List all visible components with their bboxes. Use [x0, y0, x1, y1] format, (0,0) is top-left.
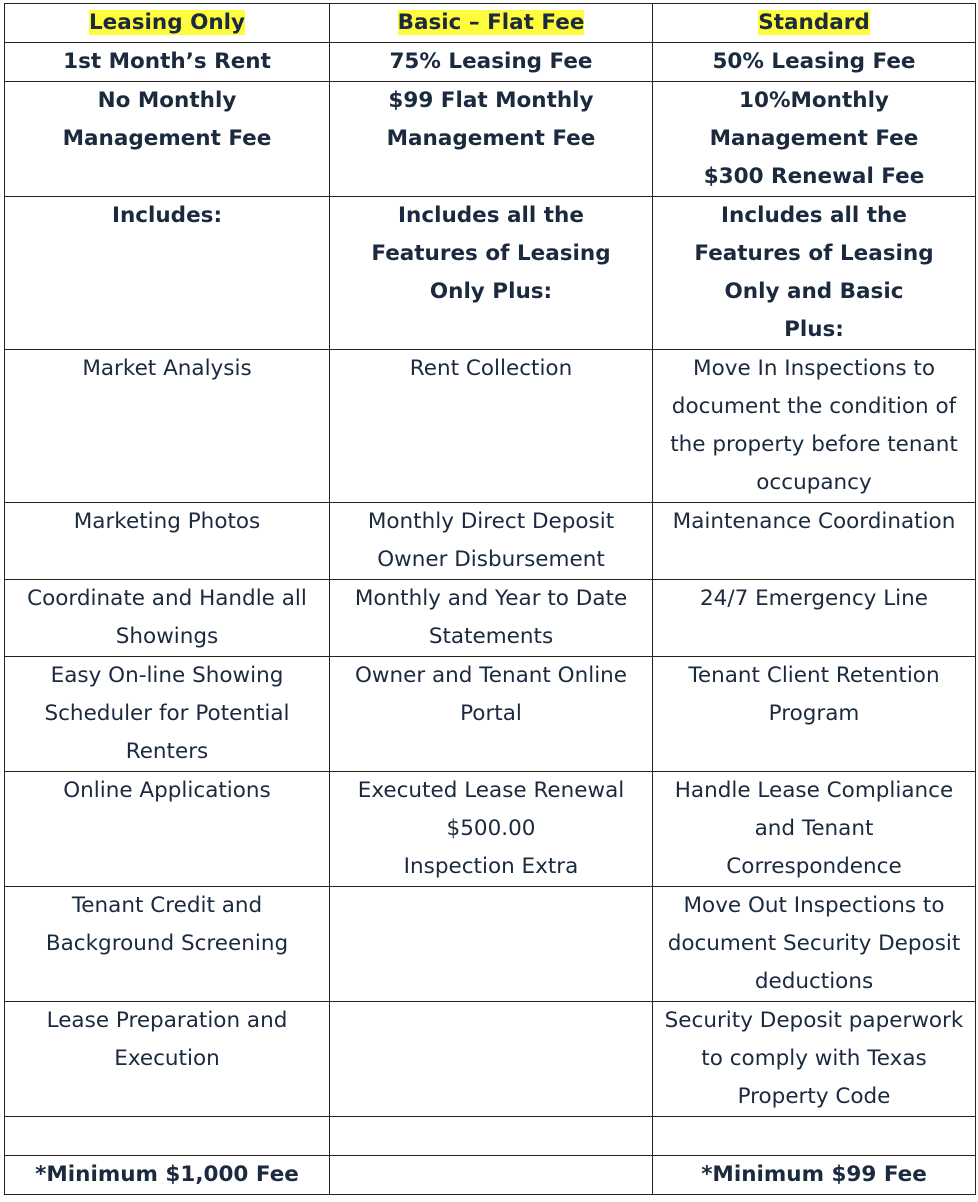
minimum-fee-leasing-only: [5, 1156, 330, 1195]
feature-leasing-only-text: Online Applications: [63, 778, 271, 803]
feature-standard-text: to comply with Texas: [701, 1046, 927, 1071]
feature-standard-text: Maintenance Coordination: [672, 509, 956, 534]
feature-standard-text: Program: [768, 701, 860, 726]
feature-basic-flat-fee-text: Monthly Direct Deposit: [367, 509, 615, 534]
feature-standard-text: and Tenant: [754, 816, 874, 841]
feature-row: [5, 1002, 976, 1117]
feature-standard-text: deductions: [754, 969, 874, 994]
empty-standard: [653, 1117, 976, 1156]
feature-leasing-only: [5, 1002, 330, 1117]
minimum-fee-standard: [653, 1156, 976, 1195]
feature-standard-text: the property before tenant: [670, 432, 958, 457]
feature-leasing-only-text: Background Screening: [45, 931, 289, 956]
feature-leasing-only: [5, 580, 330, 657]
management-fee-leasing-only-text: Management Fee: [62, 126, 272, 151]
leasing-fee-row: [5, 43, 976, 82]
feature-basic-flat-fee: [330, 887, 653, 1002]
feature-basic-flat-fee-text: Statements: [428, 624, 554, 649]
pricing-table: [4, 3, 976, 1195]
feature-leasing-only-text: Showings: [115, 624, 219, 649]
leasing-fee-standard: [653, 43, 976, 82]
feature-leasing-only-text: Marketing Photos: [73, 509, 261, 534]
empty-basic-flat-fee: [330, 1117, 653, 1156]
feature-leasing-only-text: Scheduler for Potential: [44, 701, 290, 726]
feature-basic-flat-fee: [330, 503, 653, 580]
header-leasing-only-text: Leasing Only: [88, 10, 246, 35]
feature-leasing-only: [5, 503, 330, 580]
feature-basic-flat-fee-text: Inspection Extra: [403, 854, 579, 879]
empty-leasing-only: [5, 1117, 330, 1156]
empty-row: [5, 1117, 976, 1156]
includes-row: [5, 197, 976, 350]
management-fee-standard-text: 10%Monthly: [739, 88, 889, 113]
leasing-fee-basic-flat-fee-text: 75% Leasing Fee: [389, 49, 593, 74]
includes-standard: [653, 197, 976, 350]
feature-row: [5, 772, 976, 887]
feature-standard: [653, 350, 976, 503]
management-fee-leasing-only: [5, 82, 330, 197]
feature-basic-flat-fee-text: Owner Disbursement: [377, 547, 605, 572]
feature-row: [5, 350, 976, 503]
feature-standard-text: document the condition of: [671, 394, 957, 419]
feature-leasing-only: [5, 887, 330, 1002]
feature-standard-text: document Security Deposit: [667, 931, 961, 956]
feature-standard-text: Correspondence: [726, 854, 902, 879]
management-fee-standard-text: $300 Renewal Fee: [703, 164, 925, 189]
leasing-fee-leasing-only-text: 1st Month’s Rent: [63, 49, 271, 74]
feature-leasing-only-text: Coordinate and Handle all: [27, 586, 307, 611]
includes-leasing-only: [5, 197, 330, 350]
feature-standard: [653, 772, 976, 887]
feature-leasing-only: [5, 350, 330, 503]
management-fee-standard-text: Management Fee: [709, 126, 919, 151]
feature-leasing-only: [5, 772, 330, 887]
feature-row: [5, 657, 976, 772]
management-fee-basic-flat-fee: [330, 82, 653, 197]
feature-leasing-only-text: Easy On-line Showing: [50, 663, 284, 688]
header-standard: [653, 4, 976, 43]
feature-leasing-only-text: Tenant Credit and: [71, 893, 263, 918]
feature-leasing-only-text: Execution: [114, 1046, 220, 1071]
includes-basic-flat-fee-text: Includes all the: [398, 203, 584, 228]
feature-basic-flat-fee-text: Executed Lease Renewal: [357, 778, 625, 803]
header-row: [5, 4, 976, 43]
feature-basic-flat-fee: [330, 580, 653, 657]
feature-basic-flat-fee-text: Portal: [460, 701, 522, 726]
feature-standard-text: Security Deposit paperwork: [664, 1008, 964, 1033]
feature-standard: [653, 580, 976, 657]
feature-standard-text: 24/7 Emergency Line: [699, 586, 929, 611]
management-fee-basic-flat-fee-text: Management Fee: [386, 126, 596, 151]
feature-basic-flat-fee: [330, 350, 653, 503]
feature-standard-text: Move Out Inspections to: [683, 893, 945, 918]
feature-leasing-only: [5, 657, 330, 772]
feature-basic-flat-fee-text: Rent Collection: [409, 356, 573, 381]
feature-row: [5, 580, 976, 657]
feature-basic-flat-fee: [330, 1002, 653, 1117]
header-standard-text: Standard: [758, 10, 870, 35]
feature-basic-flat-fee-text: Monthly and Year to Date: [354, 586, 628, 611]
management-fee-row: [5, 82, 976, 197]
feature-basic-flat-fee: [330, 657, 653, 772]
includes-standard-text: Only and Basic: [724, 279, 904, 304]
leasing-fee-standard-text: 50% Leasing Fee: [712, 49, 916, 74]
feature-standard-text: occupancy: [756, 470, 872, 495]
feature-standard-text: Property Code: [737, 1084, 891, 1109]
feature-basic-flat-fee: [330, 772, 653, 887]
feature-row: [5, 887, 976, 1002]
feature-leasing-only-text: Lease Preparation and: [46, 1008, 288, 1033]
includes-basic-flat-fee-text: Only Plus:: [429, 279, 553, 304]
feature-standard: [653, 503, 976, 580]
includes-leasing-only-text: Includes:: [111, 203, 223, 228]
management-fee-basic-flat-fee-text: $99 Flat Monthly: [388, 88, 594, 113]
feature-standard-text: Move In Inspections to: [693, 356, 935, 381]
leasing-fee-leasing-only: [5, 43, 330, 82]
minimum-fee-row: [5, 1156, 976, 1195]
feature-standard-text: Handle Lease Compliance: [674, 778, 954, 803]
feature-standard-text: Tenant Client Retention: [688, 663, 940, 688]
feature-leasing-only-text: Market Analysis: [82, 356, 252, 381]
feature-standard: [653, 657, 976, 772]
feature-leasing-only-text: Renters: [125, 739, 209, 764]
minimum-fee-leasing-only-text: *Minimum $1,000 Fee: [35, 1162, 299, 1187]
header-basic-flat-fee: [330, 4, 653, 43]
includes-basic-flat-fee: [330, 197, 653, 350]
includes-standard-text: Includes all the: [721, 203, 907, 228]
feature-basic-flat-fee-text: Owner and Tenant Online: [354, 663, 628, 688]
management-fee-standard: [653, 82, 976, 197]
feature-basic-flat-fee-text: $500.00: [446, 816, 536, 841]
includes-basic-flat-fee-text: Features of Leasing: [371, 241, 611, 266]
feature-row: [5, 503, 976, 580]
feature-standard: [653, 1002, 976, 1117]
header-basic-flat-fee-text: Basic – Flat Fee: [397, 10, 585, 35]
header-leasing-only: [5, 4, 330, 43]
feature-standard: [653, 887, 976, 1002]
includes-standard-text: Plus:: [784, 317, 844, 342]
includes-standard-text: Features of Leasing: [694, 241, 934, 266]
leasing-fee-basic-flat-fee: [330, 43, 653, 82]
minimum-fee-standard-text: *Minimum $99 Fee: [701, 1162, 927, 1187]
management-fee-leasing-only-text: No Monthly: [97, 88, 237, 113]
minimum-fee-basic-flat-fee: [330, 1156, 653, 1195]
